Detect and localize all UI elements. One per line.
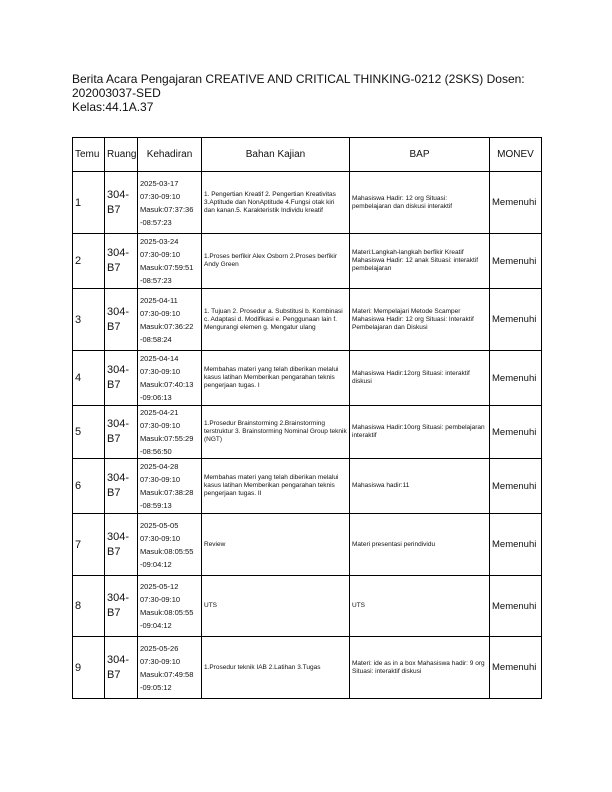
teaching-report: Mahasiswa Hadir:12org Situasi: interaktif diskusi [350, 351, 490, 406]
attendance-cell [138, 514, 202, 576]
room: 304-B7 [105, 289, 138, 351]
room: 304-B7 [105, 637, 138, 699]
attendance-schedule: 07:30-09:10 [140, 595, 181, 604]
monitoring-status: Memenuhi [490, 406, 542, 459]
monitoring-status: Memenuhi [490, 172, 542, 234]
monitoring-status: Memenuhi [490, 576, 542, 637]
attendance-schedule: 07:30-09:10 [140, 656, 181, 666]
teaching-report: Mahasiswa Hadir:10org Situasi: pembelajaran interaktif [350, 406, 490, 459]
table-row [73, 459, 542, 514]
attendance-check-in: Masuk:07:40:13 [140, 380, 194, 389]
attendance-date: 2025-05-26 [140, 643, 179, 653]
attendance-date: 2025-03-17 [140, 178, 179, 188]
attendance-cell [138, 289, 202, 351]
course-title-line: Berita Acara Pengajaran CREATIVE AND CRITICAL THINKING-0212 (2SKS) Dosen: [72, 72, 525, 86]
meeting-number: 4 [73, 351, 105, 406]
attendance-date: 2025-04-21 [140, 408, 179, 417]
lecturer-id-line: 202003037-SED [72, 86, 161, 100]
attendance-date: 2025-04-28 [140, 462, 179, 471]
attendance-schedule: 07:30-09:10 [140, 421, 181, 430]
attendance-cell [138, 172, 202, 234]
meeting-number: 5 [73, 406, 105, 459]
attendance-check-out: -08:57:23 [140, 217, 172, 227]
document-header [72, 72, 542, 114]
attendance-schedule: 07:30-09:10 [140, 367, 181, 376]
teaching-report: Mahasiswa Hadir: 12 org Situasi: pembelajaran dan diskusi interaktif [350, 172, 490, 234]
room: 304-B7 [105, 514, 138, 576]
room: 304-B7 [105, 172, 138, 234]
room: 304-B7 [105, 351, 138, 406]
column-header-temu: Temu [73, 138, 105, 172]
attendance-check-in: Masuk:07:55:29 [140, 434, 194, 443]
room: 304-B7 [105, 576, 138, 637]
attendance-check-out: -09:04:12 [140, 559, 172, 569]
attendance-check-out: -08:58:24 [140, 334, 172, 344]
attendance-check-in: Masuk:07:49:58 [140, 669, 194, 679]
monitoring-status: Memenuhi [490, 234, 542, 289]
class-line: Kelas:44.1A.37 [72, 100, 154, 114]
attendance-schedule: 07:30-09:10 [140, 308, 181, 318]
attendance-check-in: Masuk:08:05:55 [140, 608, 194, 617]
teaching-report: Materi: ide as in a box Mahasiswa hadir: 9 org Situasi: interaktif diskusi [350, 637, 490, 699]
study-material: 1.Proses berfikir Alex Osborn 2.Proses berfikir Andy Green [202, 234, 350, 289]
attendance-cell [138, 234, 202, 289]
study-material: 1.Prosedur teknik IAB 2.Latihan 3.Tugas [202, 637, 350, 699]
attendance-check-in: Masuk:07:38:28 [140, 488, 194, 497]
attendance-check-out: -08:57:23 [140, 276, 172, 285]
monitoring-status: Memenuhi [490, 289, 542, 351]
meeting-number: 6 [73, 459, 105, 514]
attendance-schedule: 07:30-09:10 [140, 191, 181, 201]
meeting-number: 3 [73, 289, 105, 351]
table-row [73, 406, 542, 459]
attendance-date: 2025-05-05 [140, 520, 179, 530]
attendance-check-out: -08:59:13 [140, 501, 172, 510]
study-material: Membahas materi yang telah diberikan melalui kasus latihan Memberikan pengarahan teknis pengerjaan tugas. II [202, 459, 350, 514]
study-material: 1. Tujuan 2. Prosedur a. Substitusi b. Kombinasi c. Adaptasi d. Modifikasi e. Penggunaan lain f. Mengurangi elemen g. Mengatur ulang [202, 289, 350, 351]
study-material: Membahas materi yang telah diberikan melalui kasus latihan Memberikan pengarahan teknis pengerjaan tugas. I [202, 351, 350, 406]
attendance-cell [138, 406, 202, 459]
meeting-number: 1 [73, 172, 105, 234]
teaching-report: Mahasiswa hadir:11 [350, 459, 490, 514]
room: 304-B7 [105, 406, 138, 459]
column-header-bahan-kajian: Bahan Kajian [202, 138, 350, 172]
teaching-report: UTS [350, 576, 490, 637]
attendance-check-out: -08:56:50 [140, 447, 172, 456]
study-material: 1.Prosedur Brainstorming 2.Brainstorming terstruktur 3. Brainstorming Nominal Group teknik (NGT) [202, 406, 350, 459]
attendance-schedule: 07:30-09:10 [140, 250, 181, 259]
monitoring-status: Memenuhi [490, 459, 542, 514]
attendance-schedule: 07:30-09:10 [140, 533, 181, 543]
room: 304-B7 [105, 234, 138, 289]
column-header-ruang: Ruang [105, 138, 138, 172]
attendance-check-out: -09:06:13 [140, 393, 172, 402]
table-row [73, 351, 542, 406]
attendance-cell [138, 351, 202, 406]
attendance-date: 2025-03-24 [140, 237, 179, 246]
teaching-report: Materi:Langkah-langkah berfikir Kreatif Mahasiswa Hadir: 12 anak Situasi: interaktif pembelajaran [350, 234, 490, 289]
study-material: Review [202, 514, 350, 576]
table-row [73, 514, 542, 576]
room: 304-B7 [105, 459, 138, 514]
table-row [73, 289, 542, 351]
column-header-bap: BAP [350, 138, 490, 172]
table-header-row [73, 138, 542, 172]
attendance-date: 2025-04-11 [140, 295, 178, 305]
meeting-number: 8 [73, 576, 105, 637]
attendance-check-in: Masuk:07:59:51 [140, 263, 194, 272]
attendance-cell [138, 637, 202, 699]
attendance-date: 2025-05-12 [140, 582, 179, 591]
table-row [73, 637, 542, 699]
meeting-number: 2 [73, 234, 105, 289]
table-body [73, 172, 542, 699]
table-row [73, 576, 542, 637]
attendance-schedule: 07:30-09:10 [140, 475, 181, 484]
attendance-table [72, 137, 542, 699]
column-header-monev: MONEV [490, 138, 542, 172]
attendance-check-in: Masuk:07:37:36 [140, 204, 194, 214]
attendance-check-out: -09:04:12 [140, 621, 172, 630]
table-row [73, 234, 542, 289]
attendance-check-in: Masuk:08:05:55 [140, 546, 194, 556]
table-row [73, 172, 542, 234]
monitoring-status: Memenuhi [490, 637, 542, 699]
monitoring-status: Memenuhi [490, 514, 542, 576]
attendance-cell [138, 576, 202, 637]
study-material: UTS [202, 576, 350, 637]
study-material: 1. Pengertian Kreatif 2. Pengertian Kreativitas 3.Aptitude dan NonAptitude 4.Fungsi otak kiri dan kanan.5. Karakteristik Individu kreatif [202, 172, 350, 234]
meeting-number: 9 [73, 637, 105, 699]
attendance-date: 2025-04-14 [140, 354, 179, 363]
teaching-report: Materi: Mempelajari Metode Scamper Mahasiswa Hadir: 12 org Situasi: Interaktif Pembelajaran dan Diskusi [350, 289, 490, 351]
monitoring-status: Memenuhi [490, 351, 542, 406]
attendance-check-in: Masuk:07:36:22 [140, 321, 194, 331]
column-header-kehadiran: Kehadiran [138, 138, 202, 172]
attendance-check-out: -09:05:12 [140, 682, 172, 692]
teaching-report: Materi presentasi perindividu [350, 514, 490, 576]
attendance-cell [138, 459, 202, 514]
meeting-number: 7 [73, 514, 105, 576]
